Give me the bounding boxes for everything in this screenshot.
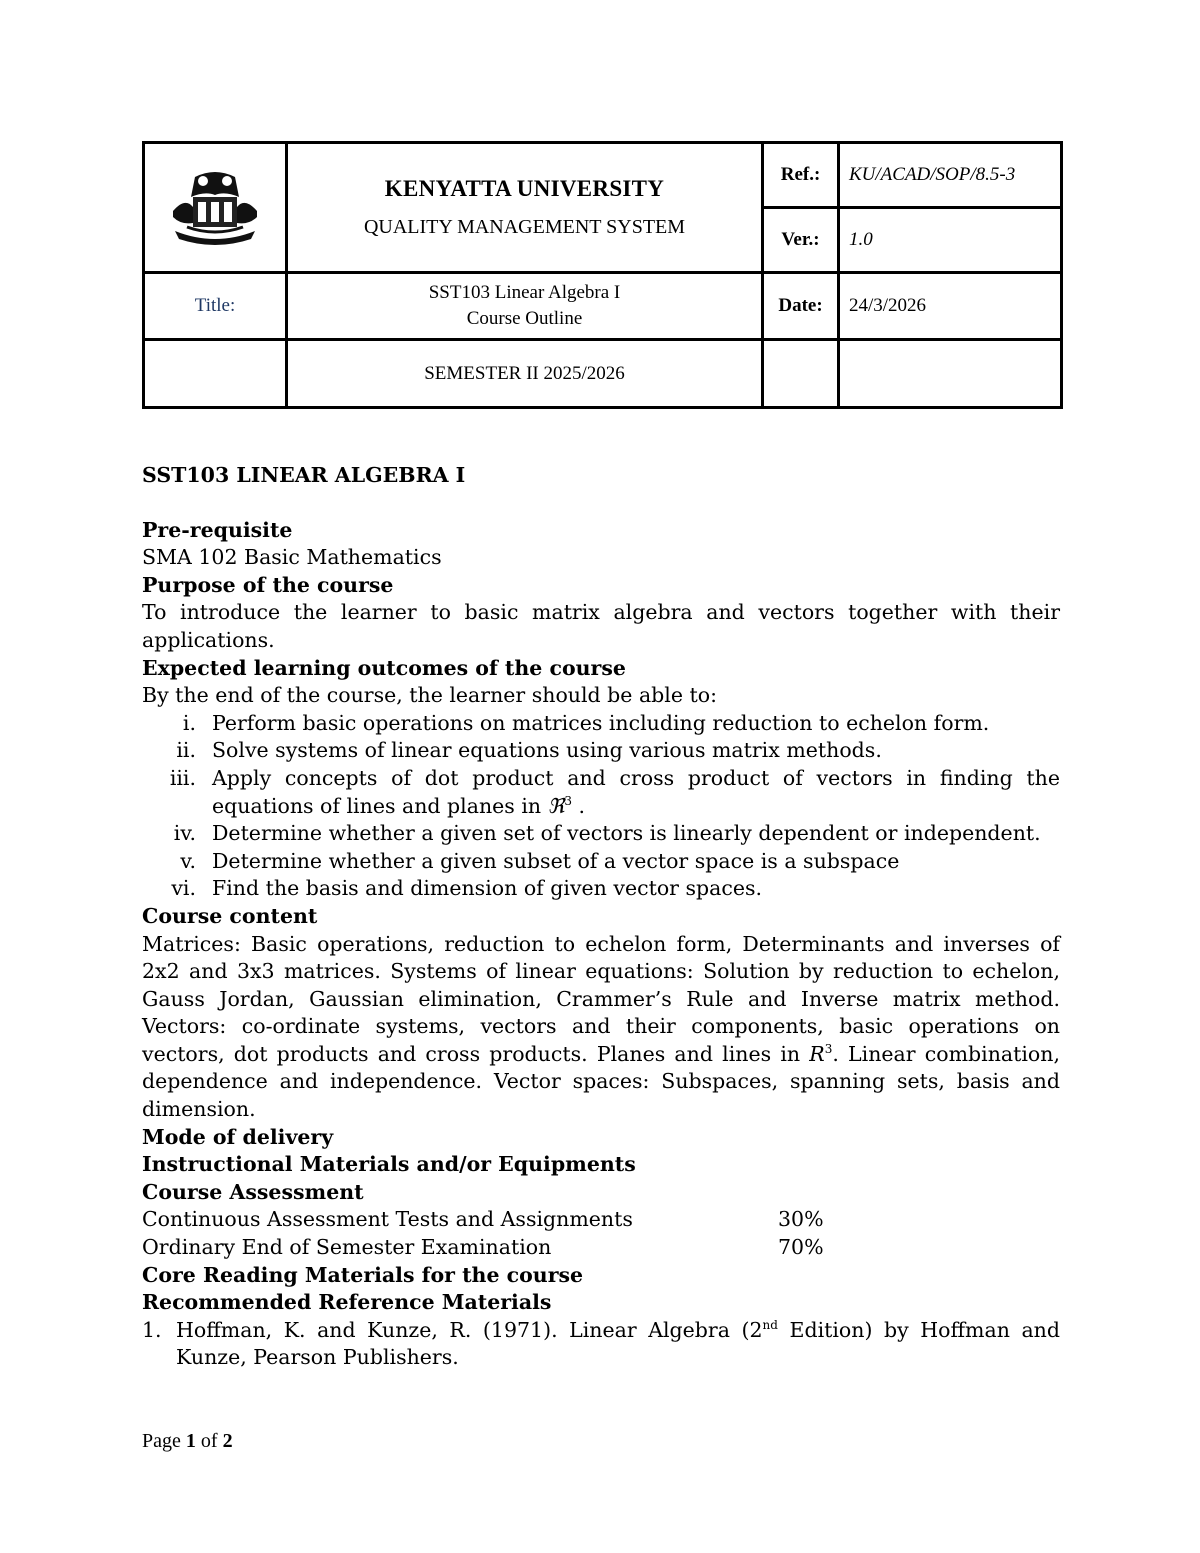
list-item (142, 765, 1060, 820)
reference-number: 1. (142, 1317, 162, 1342)
list-number: iii. (169, 765, 196, 790)
ref-value: KU/ACAD/SOP/8.5-3 (839, 143, 1062, 208)
page-footer (142, 1430, 233, 1453)
assessment-label: Continuous Assessment Tests and Assignments (142, 1207, 633, 1232)
reference-item (142, 1317, 1060, 1372)
ver-value: 1.0 (839, 208, 1062, 273)
purpose-heading: Purpose of the course (142, 572, 394, 597)
list-text: Determine whether a given subset of a vector space is a subspace (212, 848, 900, 873)
system-name: QUALITY MANAGEMENT SYSTEM (363, 216, 686, 238)
ver-label: Ver.: (763, 208, 839, 273)
real-space-symbol: ℜ (547, 793, 565, 818)
reference-heading: Recommended Reference Materials (142, 1290, 552, 1315)
title-line-1: SST103 Linear Algebra I (428, 282, 621, 303)
list-item (142, 875, 1060, 903)
assessment-label: Ordinary End of Semester Examination (142, 1235, 552, 1260)
assessment-value: 30% (778, 1207, 824, 1232)
list-item (142, 848, 1060, 876)
header-table (142, 141, 1063, 409)
page-word: Page (142, 1430, 186, 1452)
title-label: Title: (144, 273, 287, 340)
list-number: i. (182, 710, 196, 735)
logo-cell (144, 143, 287, 273)
reference-text-a: Hoffman, K. and Kunze, R. (1971). Linear Algebra (2 (176, 1317, 763, 1342)
list-number: iv. (173, 821, 196, 846)
materials-heading: Instructional Materials and/or Equipments (142, 1152, 636, 1177)
prereq-text: SMA 102 Basic Mathematics (142, 545, 442, 570)
superscript: 3 (824, 1042, 833, 1057)
title-line-2: Course Outline (466, 308, 583, 329)
list-number: vi. (171, 876, 196, 901)
list-text: Apply concepts of dot product and cross product of vectors in finding the equations of lines and planes in (212, 765, 1060, 818)
course-heading: SST103 LINEAR ALGEBRA I (142, 463, 466, 487)
purpose-text: To introduce the learner to basic matrix algebra and vectors together with their applications. (142, 600, 1060, 652)
list-text: Perform basic operations on matrices including reduction to echelon form. (212, 710, 990, 735)
university-cell (287, 143, 763, 273)
list-text-tail: . (578, 793, 586, 818)
empty-cell (144, 340, 287, 408)
content-text-a: Matrices: Basic operations, reduction to echelon form, Determinants and inverses of 2x2 and 3x3 matrices. Systems of linear equations: Solution by reduction to echelon, Gauss Jordan, Gaussian elimination, Crammer’s Rule and Inverse matrix method. Vectors: co-ordinate systems, vectors and their components, basic operations on vectors, dot products and cross products. Planes and lines in (142, 931, 1060, 1066)
outcomes-intro: By the end of the course, the learner should be able to: (142, 683, 717, 708)
list-number: v. (180, 848, 196, 873)
page-total: 2 (222, 1430, 233, 1452)
university-name: KENYATTA UNIVERSITY (384, 176, 665, 201)
superscript: nd (762, 1317, 778, 1332)
page-number: 1 (185, 1430, 196, 1452)
superscript: 3 (564, 793, 572, 808)
outcomes-list (142, 710, 1060, 903)
ref-label: Ref.: (763, 143, 839, 208)
empty-cell (839, 340, 1062, 408)
list-item (142, 820, 1060, 848)
r3-symbol: R (809, 1041, 825, 1066)
reference-text-b: Edition) by Hoffman and Kunze, Pearson Publishers. (176, 1317, 1060, 1370)
list-item (142, 710, 1060, 738)
reference-text (176, 1317, 1060, 1372)
list-number: ii. (176, 738, 196, 763)
delivery-heading: Mode of delivery (142, 1124, 334, 1149)
list-text: Find the basis and dimension of given vector spaces. (212, 876, 762, 901)
title-cell (287, 273, 763, 340)
content-heading: Course content (142, 903, 318, 928)
list-text: Solve systems of linear equations using various matrix methods. (212, 738, 882, 763)
assessment-value: 70% (778, 1235, 824, 1260)
list-text-container (212, 765, 1060, 820)
prereq-heading: Pre-requisite (142, 517, 293, 542)
semester-cell: SEMESTER II 2025/2026 (287, 340, 763, 408)
course-outline-body (142, 462, 1060, 1372)
list-text: Determine whether a given set of vectors is linearly dependent or independent. (212, 821, 1041, 846)
date-label: Date: (763, 273, 839, 340)
outcomes-heading: Expected learning outcomes of the course (142, 655, 626, 680)
content-text-b: . Linear combination, dependence and independence. Vector spaces: Subspaces, spanning sets, basis and dimension. (142, 1041, 1060, 1122)
list-item (142, 737, 1060, 765)
empty-cell (763, 340, 839, 408)
core-reading-heading: Core Reading Materials for the course (142, 1262, 584, 1287)
assessment-row (142, 1206, 1060, 1234)
date-value: 24/3/2026 (839, 273, 1062, 340)
of-word: of (195, 1430, 223, 1452)
assessment-heading: Course Assessment (142, 1179, 364, 1204)
university-crest-icon (145, 167, 285, 249)
content-text (142, 931, 1060, 1124)
assessment-row (142, 1234, 1060, 1262)
